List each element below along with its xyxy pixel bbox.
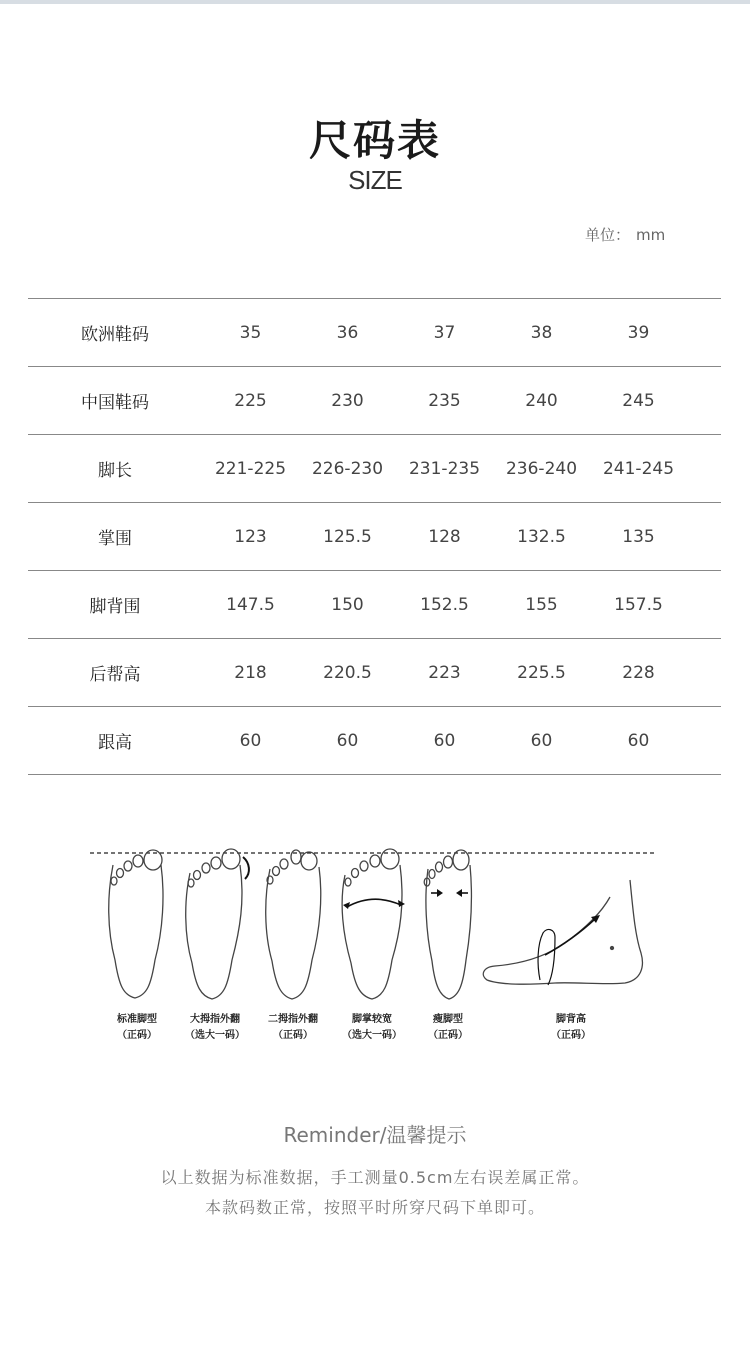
foot-type-name: 瘦脚型	[433, 1014, 463, 1025]
table-cell-empty	[687, 503, 721, 571]
table-cell: 128	[396, 503, 493, 571]
foot-label-high-instep	[526, 1012, 616, 1044]
table-cell: 241-245	[590, 435, 687, 503]
table-row-heel-counter-height	[28, 639, 721, 707]
table-cell: 223	[396, 639, 493, 707]
unit-label: 单位：	[585, 226, 631, 244]
table-cell-empty	[687, 639, 721, 707]
table-cell: 245	[590, 367, 687, 435]
foot-wide-icon	[342, 849, 405, 999]
table-cell: 132.5	[493, 503, 590, 571]
table-cell: 37	[396, 299, 493, 367]
table-cell: 221-225	[202, 435, 299, 503]
table-cell: 147.5	[202, 571, 299, 639]
foot-second-toe-icon	[266, 850, 321, 999]
foot-type-advice: （正码）	[428, 1030, 468, 1041]
reminder-title: Reminder/温馨提示	[283, 1123, 467, 1147]
foot-type-name: 大拇指外翻	[190, 1014, 240, 1025]
table-cell: 135	[590, 503, 687, 571]
table-cell: 60	[493, 707, 590, 775]
table-cell: 236-240	[493, 435, 590, 503]
foot-type-advice: （选大一码）	[185, 1030, 245, 1041]
table-cell: 225.5	[493, 639, 590, 707]
table-cell: 225	[202, 367, 299, 435]
foot-type-name: 二拇指外翻	[268, 1014, 318, 1025]
foot-label-narrow	[403, 1012, 493, 1044]
foot-label-standard	[92, 1012, 182, 1044]
table-cell: 220.5	[299, 639, 396, 707]
table-row-cn-size	[28, 367, 721, 435]
foot-type-name: 脚掌较宽	[352, 1014, 392, 1025]
table-cell-empty	[687, 299, 721, 367]
page-subtitle: SIZE	[348, 165, 402, 195]
table-cell: 230	[299, 367, 396, 435]
table-row-heel-height	[28, 707, 721, 775]
table-cell: 35	[202, 299, 299, 367]
table-row-instep-girth	[28, 571, 721, 639]
foot-type-advice: （正码）	[117, 1030, 157, 1041]
foot-bunion-icon	[186, 849, 249, 999]
table-cell: 226-230	[299, 435, 396, 503]
table-cell-empty	[687, 707, 721, 775]
table-cell: 218	[202, 639, 299, 707]
row-label: 跟高	[28, 707, 202, 775]
page-title: 尺码表	[308, 116, 441, 165]
reminder-line-2: 本款码数正常，按照平时所穿尺码下单即可。	[204, 1198, 545, 1217]
table-cell: 152.5	[396, 571, 493, 639]
foot-label-second-toe	[248, 1012, 338, 1044]
row-label: 中国鞋码	[28, 367, 202, 435]
table-cell: 155	[493, 571, 590, 639]
table-cell: 39	[590, 299, 687, 367]
row-label: 欧洲鞋码	[28, 299, 202, 367]
reminder-line-1: 以上数据为标准数据，手工测量0.5cm左右误差属正常。	[160, 1168, 590, 1187]
foot-type-advice: （选大一码）	[342, 1030, 402, 1041]
table-cell: 60	[299, 707, 396, 775]
foot-narrow-icon	[424, 850, 471, 999]
row-label: 掌围	[28, 503, 202, 571]
table-cell: 60	[202, 707, 299, 775]
foot-type-advice: （正码）	[551, 1030, 591, 1041]
table-cell: 228	[590, 639, 687, 707]
table-cell: 60	[590, 707, 687, 775]
row-label: 后帮高	[28, 639, 202, 707]
table-cell: 235	[396, 367, 493, 435]
foot-standard-icon	[109, 850, 163, 998]
table-cell-empty	[687, 571, 721, 639]
row-label: 脚背围	[28, 571, 202, 639]
table-cell: 38	[493, 299, 590, 367]
foot-high-instep-icon	[483, 880, 642, 985]
table-cell: 157.5	[590, 571, 687, 639]
row-label: 脚长	[28, 435, 202, 503]
foot-type-name: 脚背高	[556, 1014, 586, 1025]
table-cell: 125.5	[299, 503, 396, 571]
table-cell-empty	[687, 367, 721, 435]
table-cell: 150	[299, 571, 396, 639]
table-cell-empty	[687, 435, 721, 503]
unit-note	[585, 224, 665, 245]
foot-type-advice: （正码）	[273, 1030, 313, 1041]
table-cell: 36	[299, 299, 396, 367]
table-row-ball-girth	[28, 503, 721, 571]
table-cell: 123	[202, 503, 299, 571]
unit-value: mm	[636, 226, 666, 244]
table-row-foot-length	[28, 435, 721, 503]
table-cell: 231-235	[396, 435, 493, 503]
table-cell: 60	[396, 707, 493, 775]
table-row-eu-size	[28, 299, 721, 367]
table-cell: 240	[493, 367, 590, 435]
foot-label-bunion	[170, 1012, 260, 1044]
top-divider-strip	[0, 0, 750, 4]
size-chart-table	[28, 298, 721, 775]
foot-type-name: 标准脚型	[117, 1014, 157, 1025]
